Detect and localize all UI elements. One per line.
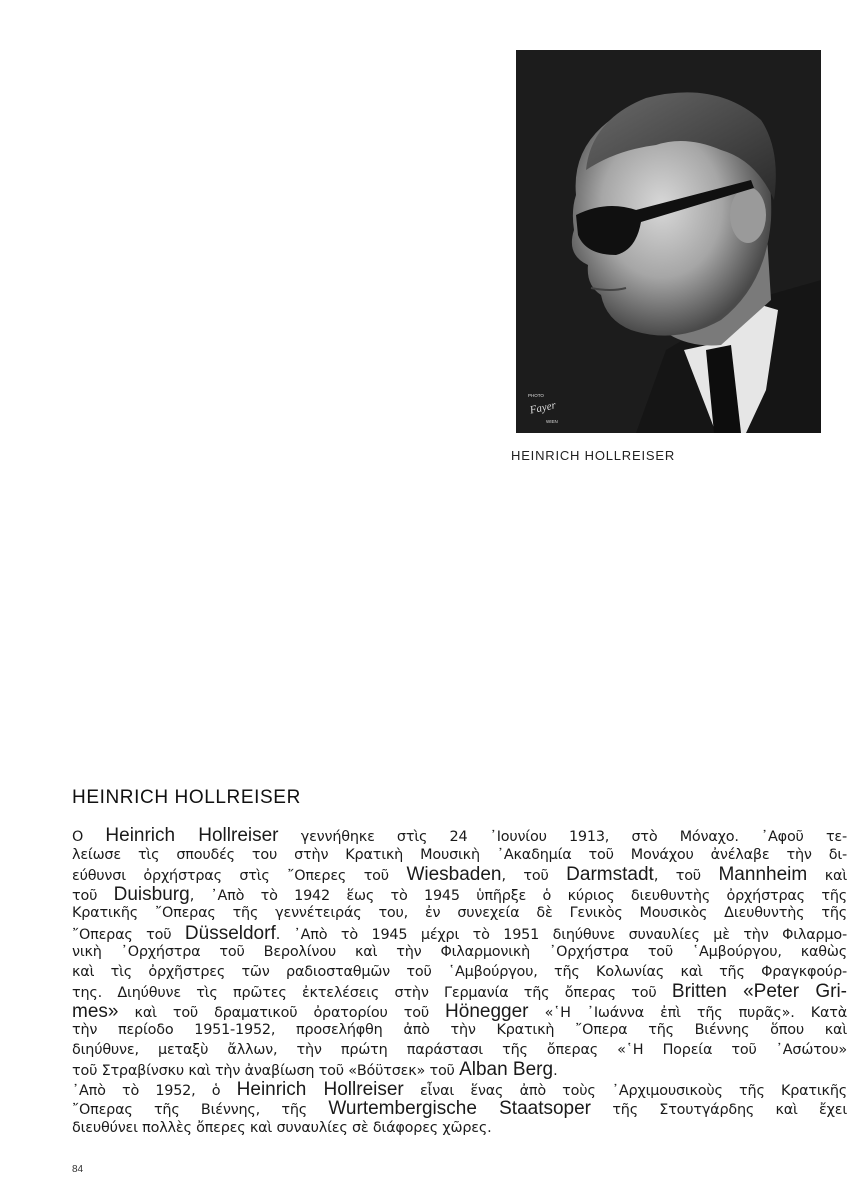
greek-text: , ᾽Απὸ τὸ 1942 ἕως τὸ 1945 ὑπῆρξε ὁ κύριος διευθυντὴς ὀρχήστρας τῆς <box>189 887 847 904</box>
body-text-line <box>72 1060 847 1080</box>
portrait-photo <box>516 50 821 433</box>
photo-caption: HEINRICH HOLLREISER <box>511 448 676 463</box>
latin-name-text: Britten «Peter Gri- <box>671 981 848 1002</box>
body-text-line <box>72 943 847 963</box>
greek-text: διευθύνει πολλὲς ὄπερες καὶ συναυλίες σὲ διάφορες χῶρες. <box>72 1119 492 1136</box>
latin-name-text: mes» <box>72 1000 119 1022</box>
greek-text: τοῦ <box>72 887 114 904</box>
body-text-line <box>72 924 847 944</box>
latin-name-text: Alban Berg <box>459 1059 554 1080</box>
greek-text: νικὴ ᾽Ορχήστρα τοῦ Βερολίνου καὶ τὴν Φιλαρμονικὴ ᾽Ορχήστρα τοῦ ῾Αμβούργου, καθὼς <box>72 944 847 960</box>
latin-name-text: Wurtembergische Staatsoper <box>328 1098 592 1119</box>
body-text-line <box>72 1041 847 1061</box>
greek-text: καὶ τὶς ὀρχῆστρες τῶν ραδιοσταθμῶν τοῦ ῾Αμβούργου, τῆς Κολωνίας καὶ τῆς Φραγκφούρ- <box>72 963 847 980</box>
greek-text: εύθυνσι ὀρχήστρας στὶς ῎Οπερες τοῦ <box>72 868 407 884</box>
body-text-line <box>72 1119 847 1139</box>
article-body <box>72 826 847 1138</box>
latin-name-text: Wiesbaden <box>406 864 502 885</box>
greek-text: καὶ τοῦ δραματικοῦ ὀρατορίου τοῦ <box>118 1004 446 1021</box>
body-text-line <box>72 885 847 905</box>
latin-name-text: Darmstadt <box>566 864 654 885</box>
greek-text: τοῦ Στραβίνσκυ καὶ τὴν ἀναβίωση τοῦ «Βόϋτσεκ» τοῦ <box>72 1063 460 1079</box>
greek-text: «῾Η ᾽Ιωάννα ἐπὶ τῆς πυρᾶς». Κατὰ <box>528 1004 847 1021</box>
body-text-line <box>72 865 847 885</box>
greek-text: . <box>553 1063 558 1079</box>
greek-text: λείωσε τὶς σπουδές του στὴν Κρατικὴ Μουσικὴ ᾽Ακαδημία τοῦ Μονάχου ἀνέλαβε τὴν δι- <box>72 846 847 863</box>
greek-text: τὴν περίοδο 1951-1952, προσελήφθη ἀπὸ τὴν Κρατικὴ ῎Οπερα τῆς Βιέννης ὅπου καὶ <box>72 1022 847 1038</box>
greek-text: ῎Οπερας τῆς Βιέννης, τῆς <box>72 1102 329 1118</box>
greek-text: , τοῦ <box>653 868 719 884</box>
article-heading: HEINRICH HOLLREISER <box>72 787 301 808</box>
latin-name-text: Duisburg <box>113 883 190 905</box>
greek-text: καὶ <box>807 868 847 884</box>
ear <box>730 187 766 243</box>
greek-text: Ο <box>72 829 106 845</box>
body-text-line <box>72 846 847 866</box>
body-text-line <box>72 826 847 846</box>
greek-text: Κρατικῆς ῎Οπερας τῆς γεννέτειράς του, ἐν συνεχεία δὲ Γενικὸς Μουσικὸς Διευθυντὴς τῆς <box>72 905 847 921</box>
latin-name-text: Düsseldorf <box>184 922 276 944</box>
watermark-top: PHOTO <box>528 393 544 398</box>
latin-name-text: Heinrich Hollreiser <box>105 825 279 846</box>
greek-text: της. Διηύθυνε τὶς πρῶτες ἐκτελέσεις στὴν Γερμανία τῆς ὄπερας τοῦ <box>72 985 672 1001</box>
latin-name-text: Mannheim <box>718 864 808 885</box>
body-text-line <box>72 1021 847 1041</box>
latin-name-text: Hönegger <box>445 1000 529 1022</box>
greek-text: , τοῦ <box>501 868 567 884</box>
greek-text: ᾽Απὸ τὸ 1952, ὁ <box>72 1082 237 1099</box>
body-text-line <box>72 1099 847 1119</box>
watermark-signature: Fayer <box>528 399 557 417</box>
body-text-line <box>72 963 847 983</box>
body-text-line <box>72 1080 847 1100</box>
greek-text: γεννήθηκε στὶς 24 ᾽Ιουνίου 1913, στὸ Μόναχο. ᾽Αφοῦ τε- <box>278 829 847 845</box>
greek-text: εἶναι ἕνας ἀπὸ τοὺς ᾽Αρχιμουσικοὺς τῆς Κρατικῆς <box>403 1082 847 1099</box>
watermark-bottom: WIEN <box>546 419 558 424</box>
body-text-line <box>72 982 847 1002</box>
greek-text: ῎Οπερας τοῦ <box>72 926 185 943</box>
greek-text: τῆς Στουτγάρδης καὶ ἔχει <box>591 1102 847 1118</box>
portrait-illustration <box>516 50 821 433</box>
greek-text: . ᾽Απὸ τὸ 1945 μέχρι τὸ 1951 διηύθυνε συναυλίες μὲ τὴν Φιλαρμο- <box>275 926 847 943</box>
greek-text: διηύθυνε, μεταξὺ ἄλλων, τὴν πρώτη παράστασι τῆς ὄπερας «῾Η Πορεία τοῦ ᾽Ασώτου» <box>72 1041 847 1058</box>
body-text-line <box>72 904 847 924</box>
page-number: 84 <box>72 1164 84 1175</box>
latin-name-text: Heinrich Hollreiser <box>236 1078 404 1100</box>
body-text-line <box>72 1002 847 1022</box>
